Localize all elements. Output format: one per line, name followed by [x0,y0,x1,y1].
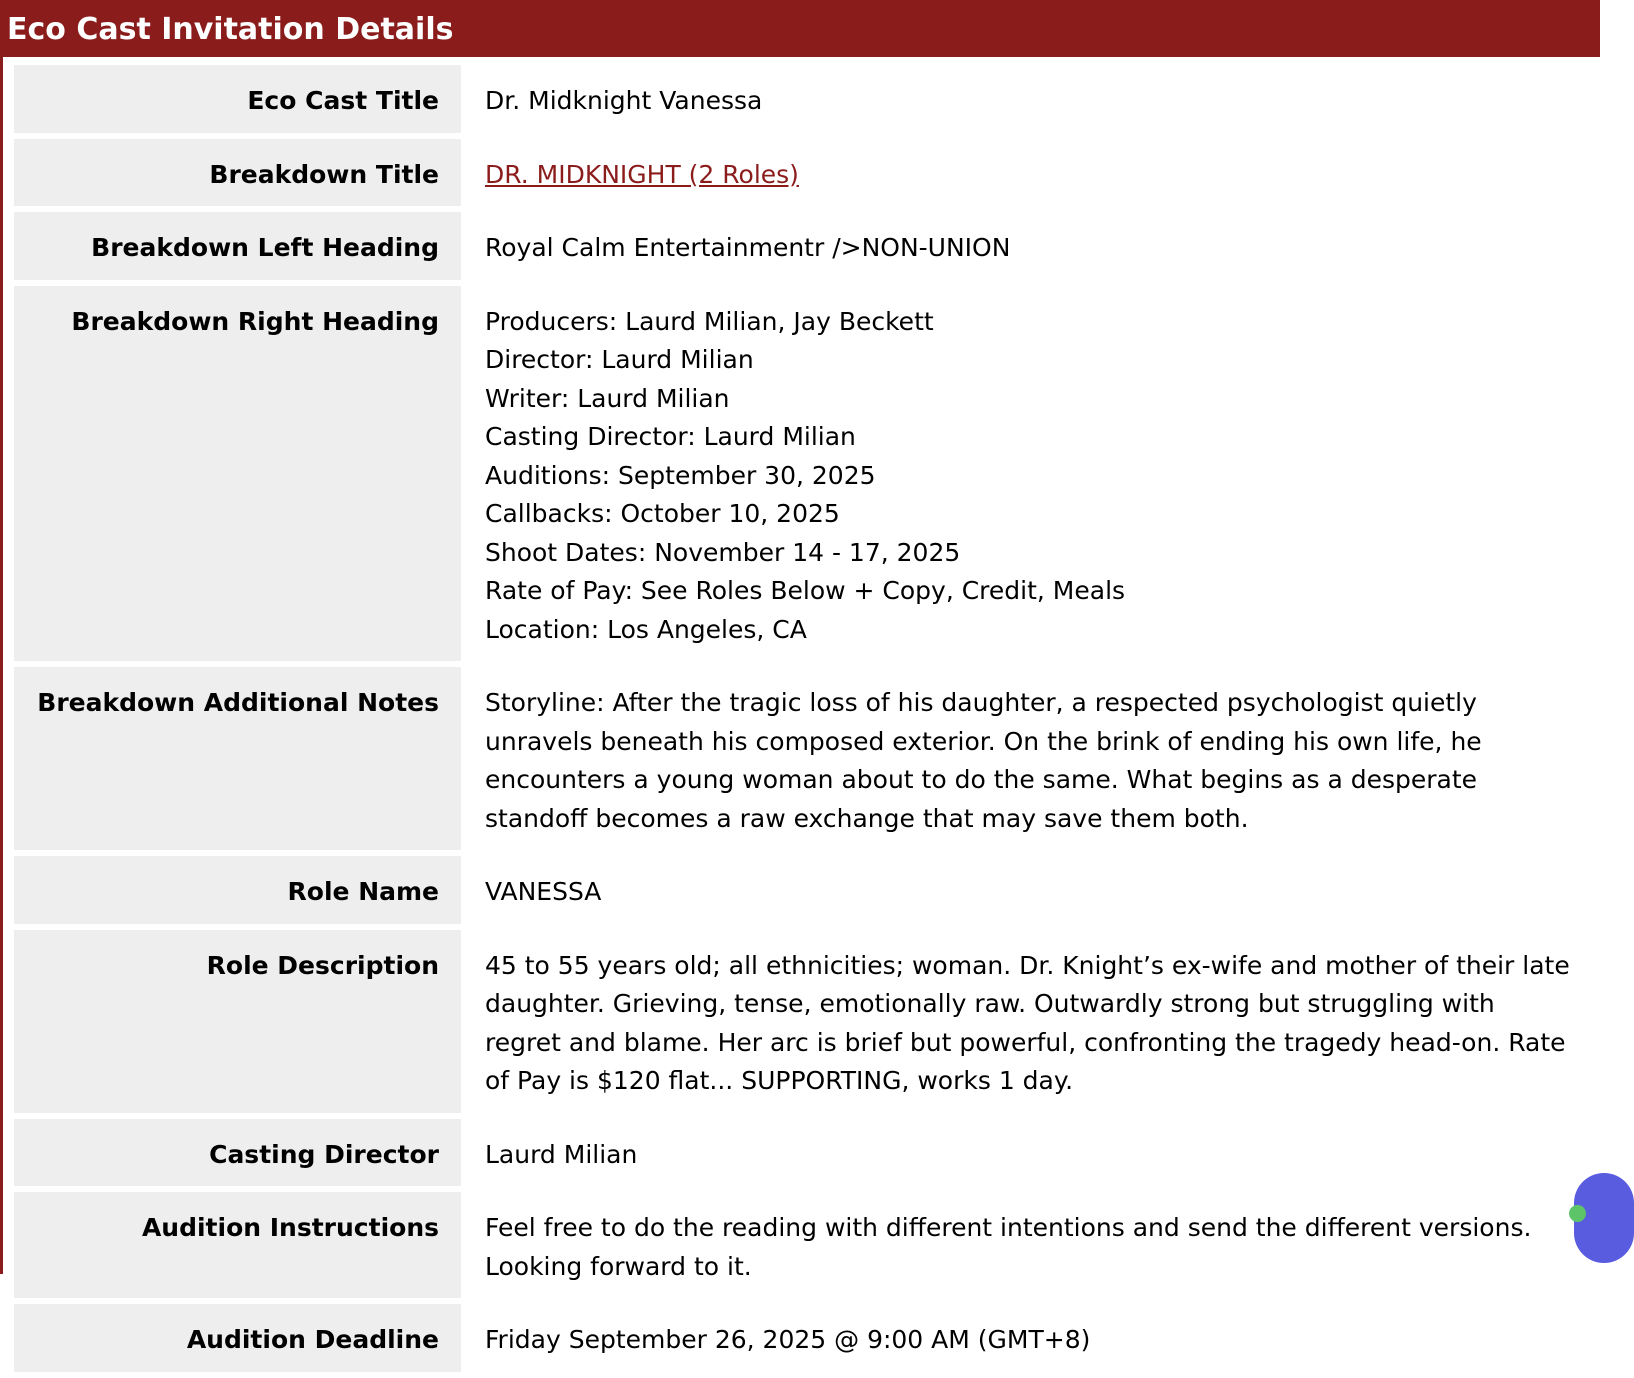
label-breakdown-right-heading: Breakdown Right Heading [14,286,461,662]
label-audition-instructions: Audition Instructions [14,1192,461,1298]
value-audition-instructions: Feel free to do the reading with different intentions and send the different versions. Looking forward to it. [465,1192,1584,1298]
right-heading-line: Location: Los Angeles, CA [485,614,807,644]
page-title: Eco Cast Invitation Details [7,12,454,47]
label-role-description: Role Description [14,930,461,1113]
page-header [0,0,1600,57]
label-eco-cast-title: Eco Cast Title [14,65,461,133]
value-casting-director: Laurd Milian [465,1119,1584,1187]
label-breakdown-left-heading: Breakdown Left Heading [14,212,461,280]
value-audition-deadline: Friday September 26, 2025 @ 9:00 AM (GMT+8) [465,1304,1584,1372]
value-eco-cast-title: Dr. Midknight Vanessa [465,65,1584,133]
label-audition-deadline: Audition Deadline [14,1304,461,1372]
row-breakdown-title [14,139,1584,207]
row-breakdown-additional-notes [14,667,1584,850]
value-breakdown-left-heading: Royal Calm Entertainmentr />NON-UNION [465,212,1584,280]
right-heading-line: Writer: Laurd Milian [485,383,730,413]
row-role-name [14,856,1584,924]
right-heading-line: Director: Laurd Milian [485,345,754,374]
label-breakdown-additional-notes: Breakdown Additional Notes [14,667,461,850]
value-breakdown-right-heading [465,286,1584,662]
details-table [10,59,1588,1378]
row-eco-cast-title [14,65,1584,133]
row-role-description [14,930,1584,1113]
label-role-name: Role Name [14,856,461,924]
right-heading-line: Rate of Pay: See Roles Below + Copy, Credit, Meals [485,576,1126,605]
value-breakdown-title-cell [465,139,1584,207]
label-breakdown-title: Breakdown Title [14,139,461,207]
online-status-dot-icon [1569,1205,1586,1222]
label-casting-director: Casting Director [14,1119,461,1187]
breakdown-title-link[interactable]: DR. MIDKNIGHT (2 Roles) [485,159,799,189]
row-audition-deadline [14,1304,1584,1372]
row-casting-director [14,1119,1584,1187]
right-heading-line: Producers: Laurd Milian, Jay Beckett [485,306,934,336]
right-heading-line: Auditions: September 30, 2025 [485,460,876,490]
row-breakdown-left-heading [14,212,1584,280]
value-breakdown-additional-notes: Storyline: After the tragic loss of his daughter, a respected psychologist quietly unravels beneath his composed exterior. On the brink of ending his own life, he encounters a young woman about to do the same. What begins as a desperate standoff becomes a raw exchange that may save them both. [465,667,1584,850]
right-heading-line: Casting Director: Laurd Milian [485,422,856,451]
right-heading-line: Callbacks: October 10, 2025 [485,499,840,528]
row-breakdown-right-heading [14,286,1584,662]
value-role-name: VANESSA [465,856,1584,924]
row-audition-instructions [14,1192,1584,1298]
value-role-description: 45 to 55 years old; all ethnicities; woman. Dr. Knight’s ex-wife and mother of their late daughter. Grieving, tense, emotionally raw. Outwardly strong but struggling with regret and blame. Her arc is brief but powerful, confronting the tragedy head-on. Rate of Pay is $120 flat... SUPPORTING, works 1 day. [465,930,1584,1113]
left-border-divider [0,57,3,1274]
right-heading-line: Shoot Dates: November 14 - 17, 2025 [485,537,961,567]
